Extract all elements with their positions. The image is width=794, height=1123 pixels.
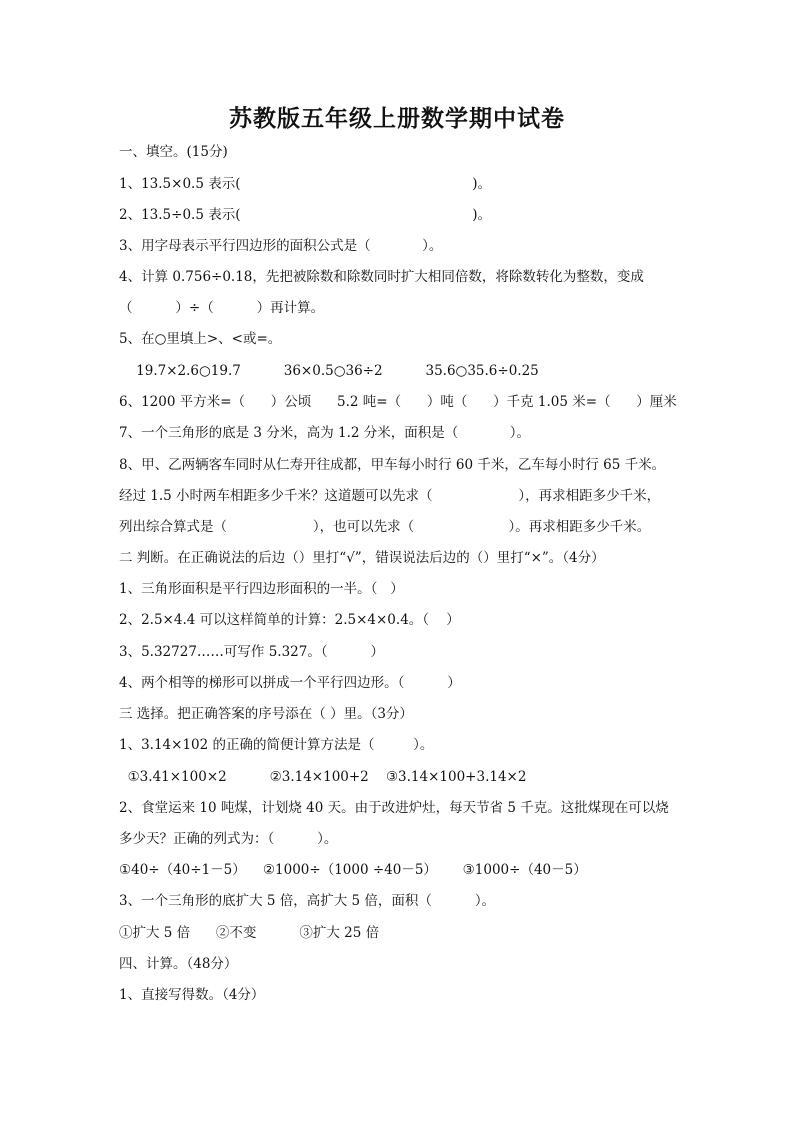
page-title: 苏教版五年级上册数学期中试卷 [229,105,565,132]
question-line: 3、5.32727……可写作 5.327。（ ） [119,644,385,660]
question-line: 5、在○里填上>、<或=。 [119,331,282,347]
question-line: 经过 1.5 小时两车相距多少千米？这道题可以先求（ ），再求相距多少千米， [119,488,661,504]
question-line: 2、13.5÷0.5 表示( )。 [119,207,491,223]
question-line: 2、2.5×4.4 可以这样简单的计算：2.5×4×0.4。（ ） [119,612,460,628]
section-choice-heading: 三 选择。把正确答案的序号添在（ ）里。（3分） [119,706,413,722]
section-fill-blank-heading: 一、填空。(15分) [119,144,228,160]
section-calc-heading: 四、计算。（48分） [119,956,238,972]
question-line: 7、一个三角形的底是 3 分米，高为 1.2 分米，面积是（ ）。 [119,425,531,441]
question-line: 2、食堂运来 10 吨煤，计划烧 40 天。由于改进炉灶，每天节省 5 千克。这批煤现在可以烧 [119,800,669,816]
question-options: ①40÷（40÷1－5） ②1000÷（1000 ÷40－5） ③1000÷（40－5） [119,862,587,878]
question-line: 4、两个相等的梯形可以拼成一个平行四边形。（ ） [119,675,461,691]
question-line: 3、用字母表示平行四边形的面积公式是（ ）。 [119,238,443,254]
question-line: 多少天？正确的列式为：（ ）。 [119,831,338,847]
question-line: 4、计算 0.756÷0.18，先把被除数和除数同时扩大相同倍数，将除数转化为整数，变成 [119,269,644,285]
question-line: 1、3.14×102 的正确的简便计算方法是（ ）。 [119,737,434,753]
question-line: 列出综合算式是（ ），也可以先求（ ）。再求相距多少千米。 [119,519,651,535]
question-line: 1、13.5×0.5 表示( )。 [119,176,491,192]
question-line: 8、甲、乙两辆客车同时从仁寿开往成都，甲车每小时行 60 千米，乙车每小时行 65 千米。 [119,457,666,473]
question-line: 19.7×2.6○19.7 36×0.5○36÷2 35.6○35.6÷0.25 [119,363,539,379]
question-line: （ ）÷（ ）再计算。 [119,300,325,316]
question-options: ①3.41×100×2 ②3.14×100+2 ③3.14×100+3.14×2 [119,769,527,785]
question-line: 1、直接写得数。（4分） [119,987,265,1003]
section-judge-heading: 二 判断。在正确说法的后边（）里打“√”，错误说法后边的（）里打“×”。（4分） [119,550,605,566]
question-line: 1、三角形面积是平行四边形面积的一半。（ ） [119,581,404,597]
question-line: 3、一个三角形的底扩大 5 倍，高扩大 5 倍，面积（ ）。 [119,893,496,909]
question-options: ①扩大 5 倍 ②不变 ③扩大 25 倍 [119,925,380,941]
question-line: 6、1200 平方米=（ ）公顷 5.2 吨=（ ）吨（ ）千克 1.05 米=（ ）厘米 [119,394,677,410]
